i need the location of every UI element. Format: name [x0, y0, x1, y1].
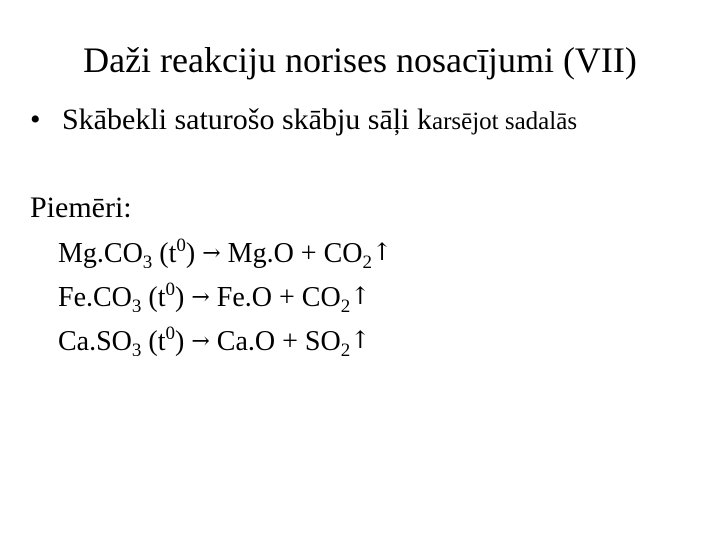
- slide-title: Daži reakciju norises nosacījumi (VII): [83, 40, 637, 80]
- reactant-formula: Mg.CO: [58, 238, 143, 269]
- product-formula: Mg.O + CO: [227, 238, 363, 269]
- reactant-formula: Fe.CO: [58, 282, 132, 313]
- reactant-subscript: 3: [131, 296, 142, 317]
- condition-superscript: 0: [165, 279, 176, 300]
- reactant-formula: Ca.SO: [58, 326, 132, 357]
- condition-superscript: 0: [165, 323, 176, 344]
- bullet-text-small: arsējot sadalās: [431, 108, 578, 135]
- condition-open: (t: [148, 282, 166, 313]
- bullet-item: [30, 100, 577, 145]
- condition-open: (t: [148, 326, 166, 357]
- product-subscript: 2: [340, 340, 351, 361]
- reaction-equation: [58, 230, 392, 274]
- reaction-arrow-icon: →: [191, 285, 210, 310]
- reaction-arrow-icon: →: [202, 241, 221, 266]
- condition-close: ): [185, 238, 196, 269]
- reactant-subscript: 3: [142, 252, 153, 273]
- condition-close: ): [175, 282, 185, 313]
- product-formula: Fe.O + CO: [216, 282, 341, 313]
- product-subscript: 2: [340, 296, 351, 317]
- examples-label: Piemēri:: [30, 191, 132, 224]
- gas-up-arrow-icon: ↑: [371, 238, 393, 266]
- reaction-equation: [58, 274, 392, 318]
- condition-open: (t: [159, 238, 177, 269]
- product-formula: Ca.O + SO: [216, 326, 341, 357]
- condition-superscript: 0: [176, 235, 186, 256]
- bullet-text-main: Skābekli saturošo skābju sāļi k: [62, 103, 432, 136]
- reaction-equation: [58, 318, 392, 362]
- reaction-arrow-icon: →: [191, 329, 210, 354]
- condition-close: ): [175, 326, 185, 357]
- reaction-list: [58, 230, 392, 362]
- reactant-subscript: 3: [131, 340, 142, 361]
- gas-up-arrow-icon: ↑: [350, 282, 371, 310]
- gas-up-arrow-icon: ↑: [350, 326, 371, 354]
- bullet-marker: •: [30, 103, 41, 136]
- product-subscript: 2: [362, 252, 372, 273]
